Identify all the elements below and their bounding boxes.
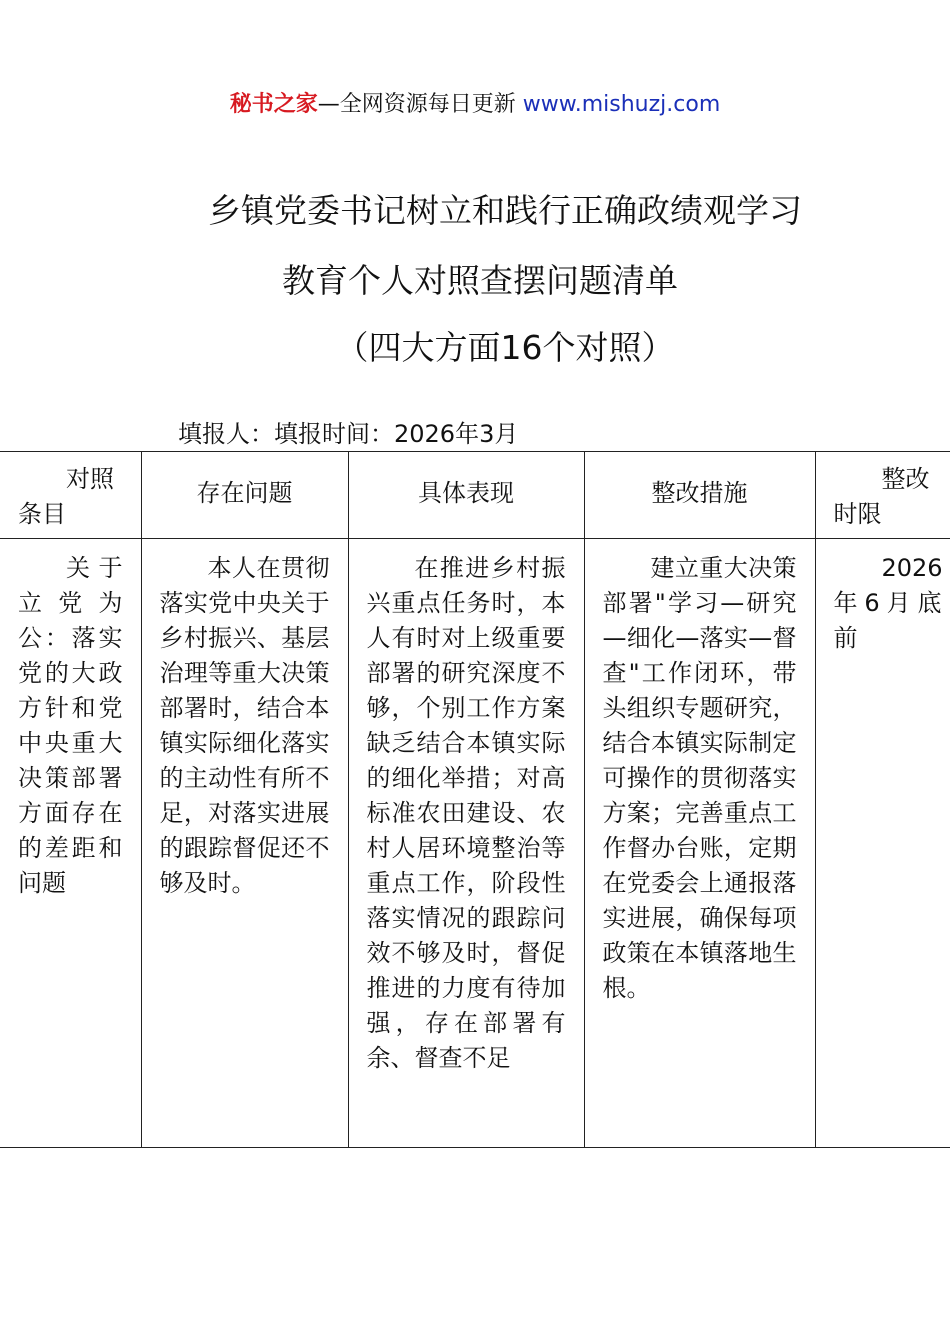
- page-bottom-margin: [0, 1152, 950, 1344]
- header-performance: 具体表现: [348, 452, 584, 539]
- header-item: 对照条目: [0, 452, 141, 539]
- cell-measures: 建立重大决策部署"学习—研究—细化—落实—督查"工作闭环，带头组织专题研究，结合本镇实际制定可操作的贯彻落实方案；完善重点工作督办台账，定期在党委会上通报落实进展，确保每项政策在本镇落地生根。: [584, 539, 815, 1148]
- header-deadline: 整改时限: [815, 452, 950, 539]
- site-url-link[interactable]: www.mishuzj.com: [522, 92, 721, 117]
- header-measures: 整改措施: [584, 452, 815, 539]
- cell-performance: 在推进乡村振兴重点任务时，本人有时对上级重要部署的研究深度不够，个别工作方案缺乏结合本镇实际的细化举措；对高标准农田建设、农村人居环境整治等重点工作，阶段性落实情况的跟踪问效不够及时，督促推进的力度有待加强，存在部署有余、督查不足: [348, 539, 584, 1148]
- filler-info: 填报人：填报时间：2026年3月: [178, 420, 519, 448]
- cell-item: 关于立党为公：落实党的大政方针和党中央重大决策部署方面存在的差距和问题: [0, 539, 141, 1148]
- source-banner: [0, 88, 950, 122]
- doc-title-line-2: 教育个人对照查摆问题清单: [282, 261, 678, 300]
- cell-deadline: 2026年6月底前: [815, 539, 950, 1148]
- banner-tagline: —全网资源每日更新: [317, 92, 523, 117]
- table-row: [0, 539, 950, 1148]
- doc-title-line-1: 乡镇党委书记树立和践行正确政绩观学习: [208, 191, 802, 230]
- checklist-table: [0, 451, 950, 1148]
- brand-name: 秘书之家: [229, 92, 318, 117]
- cell-problem: 本人在贯彻落实党中央关于乡村振兴、基层治理等重大决策部署时，结合本镇实际细化落实的主动性有所不足，对落实进展的跟踪督促还不够及时。: [141, 539, 348, 1148]
- doc-title-line-3: （四大方面16个对照）: [335, 328, 675, 367]
- table-header-row: [0, 452, 950, 539]
- header-problem: 存在问题: [141, 452, 348, 539]
